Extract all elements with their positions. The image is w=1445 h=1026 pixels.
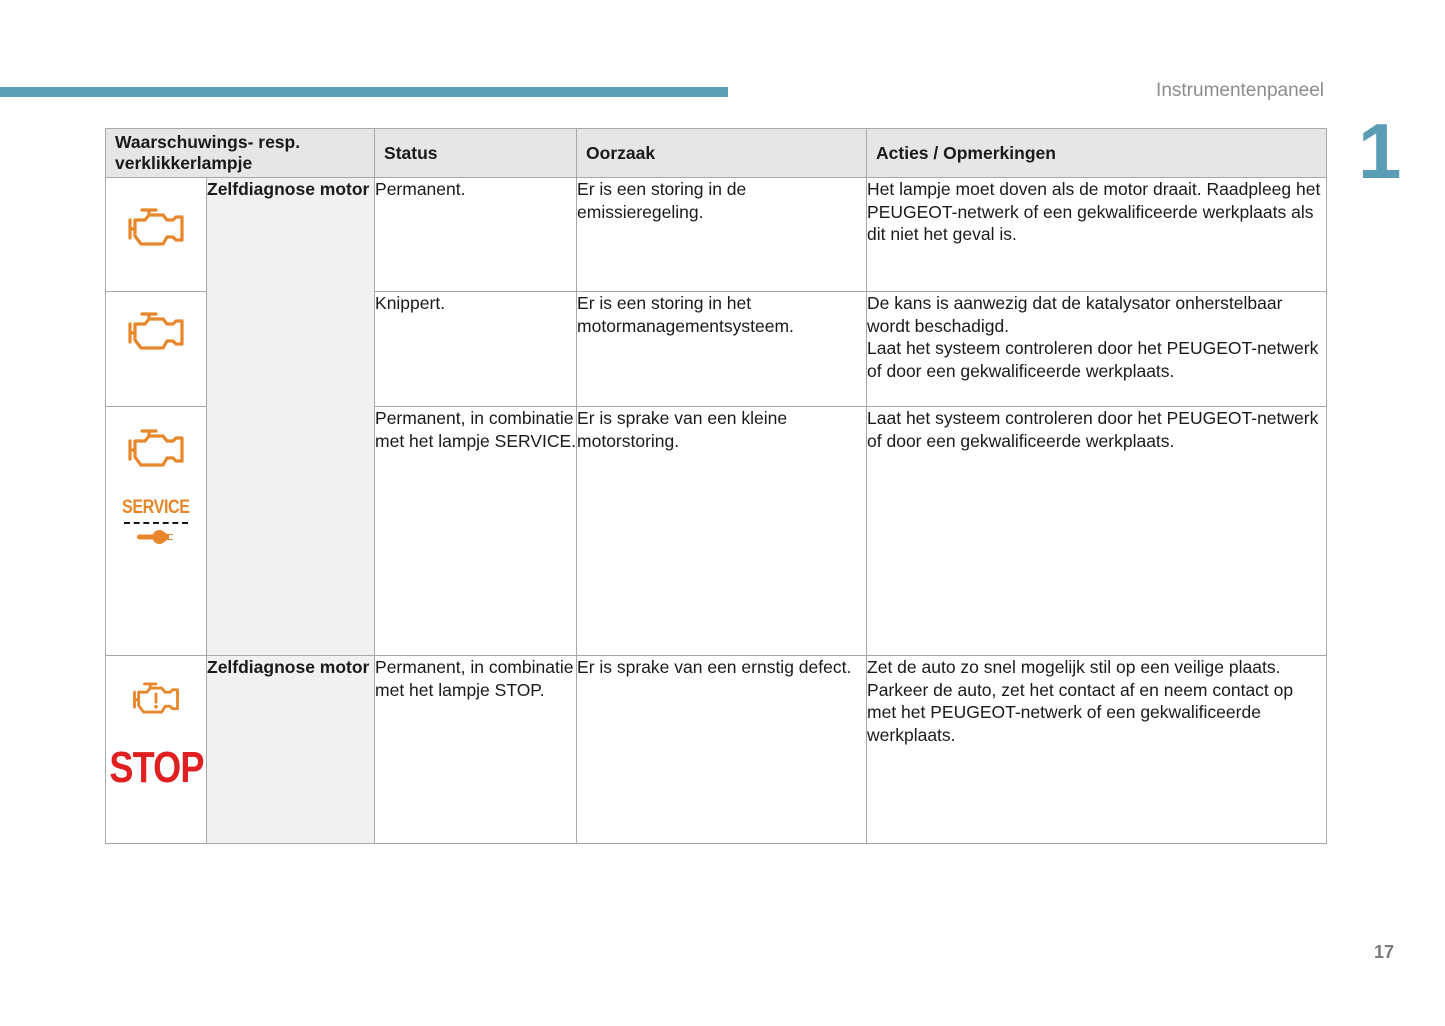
icon-cell <box>106 407 207 656</box>
cause-cell: Er is een storing in het motormanagementsysteem. <box>577 292 867 407</box>
chapter-number: 1 <box>1358 107 1402 195</box>
action-line: Laat het systeem controleren door het PEUGEOT-netwerk of door een gekwalificeerde werkplaats. <box>867 338 1319 381</box>
table-row <box>106 178 1327 292</box>
status-cell: Permanent. <box>375 178 577 292</box>
status-cell: Permanent, in combinatie met het lampje SERVICE. <box>375 407 577 656</box>
status-cell: Knippert. <box>375 292 577 407</box>
service-divider <box>124 522 188 524</box>
action-cell <box>867 656 1327 844</box>
engine-check-icon <box>127 206 185 248</box>
icon-cell <box>106 292 207 407</box>
cause-cell: Er is een storing in de emissieregeling. <box>577 178 867 292</box>
action-line: Zet de auto zo snel mogelijk stil op een veilige plaats. <box>867 657 1281 677</box>
column-header-lamp: Waarschuwings- resp. verklikkerlampje <box>106 129 375 178</box>
page-number: 17 <box>1374 942 1395 962</box>
column-header-cause: Oorzaak <box>577 129 867 178</box>
action-cell: Laat het systeem controleren door het PEUGEOT-netwerk of door een gekwalificeerde werkplaats. <box>867 407 1327 656</box>
action-cell <box>867 292 1327 407</box>
action-line: Parkeer de auto, zet het contact af en neem contact op met het PEUGEOT-netwerk of een gekwalificeerde werkplaats. <box>867 679 1294 745</box>
cause-cell: Er is sprake van een kleine motorstoring. <box>577 407 867 656</box>
status-cell: Permanent, in combinatie met het lampje STOP. <box>375 656 577 844</box>
table-header-row <box>106 129 1327 178</box>
column-header-actions: Acties / Opmerkingen <box>867 129 1327 178</box>
engine-check-icon <box>127 427 185 469</box>
table-row <box>106 656 1327 844</box>
wrench-icon <box>135 528 177 546</box>
warning-lamps-table <box>105 128 1327 844</box>
icon-cell <box>106 178 207 292</box>
action-line: De kans is aanwezig dat de katalysator onherstelbaar wordt beschadigd. <box>867 293 1283 336</box>
category-cell: Zelfdiagnose motor <box>207 656 375 844</box>
column-header-status: Status <box>375 129 577 178</box>
icon-cell <box>106 656 207 844</box>
engine-alert-icon <box>132 680 180 716</box>
header-accent-bar <box>0 87 728 97</box>
stop-label: STOP <box>108 743 204 792</box>
engine-check-icon <box>127 310 185 352</box>
section-title: Instrumentenpaneel <box>1156 80 1324 101</box>
category-cell: Zelfdiagnose motor <box>207 178 375 656</box>
action-cell: Het lampje moet doven als de motor draait. Raadpleeg het PEUGEOT-netwerk of een gekwalificeerde werkplaats als dit niet het geval is. <box>867 178 1327 292</box>
cause-cell: Er is sprake van een ernstig defect. <box>577 656 867 844</box>
service-label: SERVICE <box>122 497 190 518</box>
